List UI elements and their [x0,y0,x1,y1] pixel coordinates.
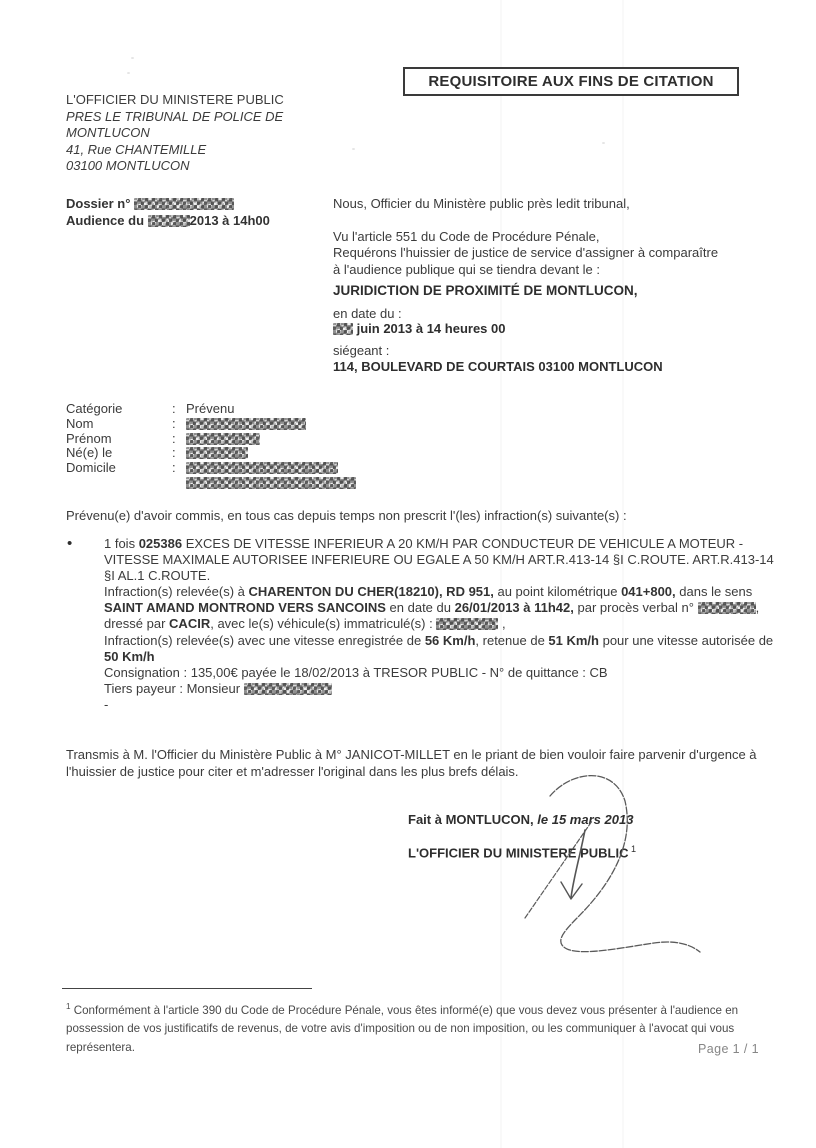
salutation-line: Nous, Officier du Ministère public près ledit tribunal, [333,196,630,211]
legal-basis-paragraph: Vu l'article 551 du Code de Procédure Pénale, Requérons l'huissier de justice de service d'assigner à comparaître à l'audience publique qui se tiendra devant le : [333,229,719,277]
field-value-redacted [186,446,248,461]
letterhead-office: L'OFFICIER DU MINISTERE PUBLIC [66,92,284,107]
place-date-line: Fait à MONTLUCON, le 15 mars 2013 [408,812,634,827]
field-label: Domicile [66,460,116,476]
letterhead-court: PRES LE TRIBUNAL DE POLICE DE [66,108,284,124]
footnote-divider [62,988,312,989]
letterhead [66,92,284,175]
letterhead-postal-city: 03100 MONTLUCON [66,158,190,173]
scan-speck [127,72,130,74]
scan-speck [352,148,355,150]
defendant-row-address [66,461,356,491]
case-references [66,196,270,229]
footnote-text: $^1$ Conformément à l'article 390 du Code de Procédure Pénale, vous êtes informé(e) que vous devez vous présenter à l'audience en possession de vos justificatifs de revenus, de votre avis d'imposition ou de non imposition, ou les communiquer à l'avocat qui vous représentera. [66,1002,739,1054]
transmittal-paragraph: Transmis à M. l'Officier du Ministère Public à M° JANICOT-MILLET en le priant de bien vouloir faire parvenir d'urgence à l'huissier de justice pour citer et m'adresser l'original dans les plus brefs délais. [66,747,757,779]
page-number: Page 1 / 1 [698,1042,759,1056]
defendant-row-category [66,402,356,417]
field-colon: : [172,430,176,446]
sitting-address: 114, BOULEVARD DE COURTAIS 03100 MONTLUCON [333,359,663,374]
dossier-number-line: Dossier n° [66,196,270,213]
defendant-row-surname [66,417,356,432]
document-title: REQUISITOIRE AUX FINS DE CITATION [428,73,714,90]
field-label: Né(e) le [66,445,113,461]
defendant-details [66,402,356,491]
field-colon: : [172,445,176,461]
document-title-box [403,67,739,96]
letterhead-city: MONTLUCON [66,125,150,140]
signature-scribble-icon [492,768,727,983]
field-value-redacted [186,417,306,432]
offense-intro-paragraph: Prévenu(e) d'avoir commis, en tous cas depuis temps non prescrit l'(les) infraction(s) suivante(s) : [66,508,627,523]
field-value-redacted [186,432,260,447]
scan-speck [602,142,605,144]
field-colon: : [172,415,176,431]
audience-date-line: Audience du 2013 à 14h00 [66,212,270,228]
field-colon: : [172,401,176,416]
field-label: Catégorie [66,401,123,416]
field-value: Prévenu [186,401,235,416]
field-label: Prénom [66,430,112,446]
scan-speck [131,57,134,59]
signer-title-line: L'OFFICIER DU MINISTERE PUBLIC $^1$ [408,844,637,861]
hearing-date-label: en date du : [333,306,402,321]
hearing-date-value: juin 2013 à 14 heures 00 [333,321,505,336]
jurisdiction-line: JURIDICTION DE PROXIMITÉ DE MONTLUCON, [333,283,638,298]
sitting-label: siégeant : [333,343,390,358]
bullet-icon: • [67,535,73,552]
field-label: Nom [66,415,94,431]
defendant-row-firstname [66,432,356,447]
offense-item-paragraph: 1 fois 025386 EXCES DE VITESSE INFERIEUR A 20 KM/H PAR CONDUCTEUR DE VEHICULE A MOTEUR - VITESSE MAXIMALE AUTORISEE INFERIEURE OU EGALE A 50 KM/H ART.R.413-14 §I C.ROUTE. ART.R.413-14 §I AL.1 C.ROUTE. Infraction(s) relevée(s) à CHARENTON DU CHER(18210), RD 951, au point kilométrique 041+800, dans le sens SAINT AMAND MONTROND VERS SANCOINS en date du 26/01/2013 à 11h42, par procès verbal n° , dressé par CACIR, avec le(s) véhicule(s) immatriculé(s) : , Infraction(s) relevée(s) avec une vitesse enregistrée de 56 Km/h, retenue de 51 Km/h pour une vitesse autorisée de 50 Km/h Consignation : 135,00€ payée le 18/02/2013 à TRESOR PUBLIC - N° de quittance : CB Tiers payeur : Monsieur - [104,536,774,712]
field-value-redacted [186,461,356,491]
defendant-row-birthdate [66,446,356,461]
letterhead-street: 41, Rue CHANTEMILLE [66,141,207,157]
field-colon: : [172,460,176,476]
